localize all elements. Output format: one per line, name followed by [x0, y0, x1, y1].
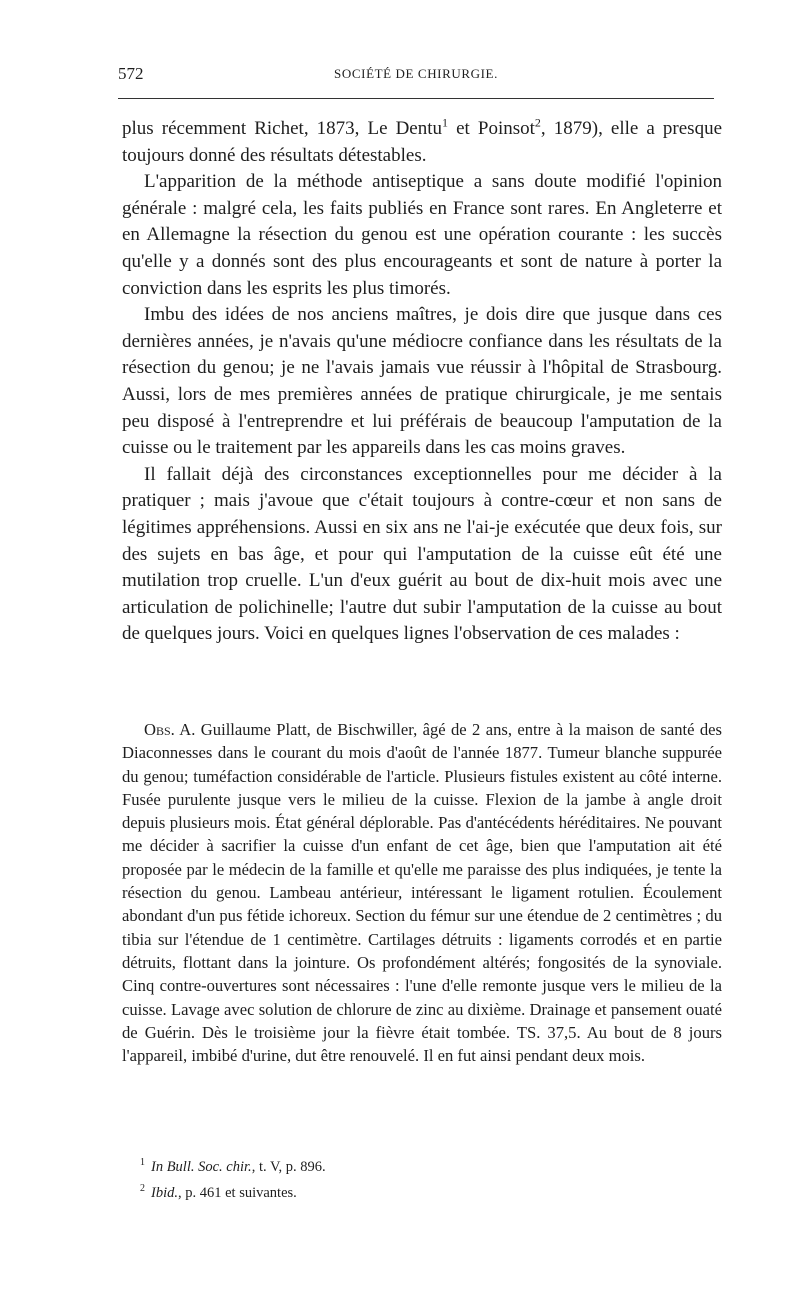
paragraph-3: Imbu des idées de nos anciens maîtres, je dois dire que jusque dans ces dernières années, je n'avais qu'une médiocre confiance dans les résultats de la résection du genou; je ne l'avais jamais vue réussir à l'hôpital de Strasbourg. Aussi, lors de mes premières années de pratique chirurgicale, je me sentais peu disposé à l'entreprendre et lui préférais de beaucoup l'amputation de la cuisse ou le traitement par les appareils dans les cas moins graves. [122, 304, 722, 459]
header-rule [118, 98, 714, 99]
paragraph-1-text-b: et Poinsot [448, 118, 535, 139]
paragraph-4: Il fallait déjà des circonstances exceptionnelles pour me décider à la pratiquer ; mais j'avoue que c'était toujours à contre-cœur et non sans de légitimes appréhensions. Aussi en six ans ne l'ai-je exécutée que deux fois, sur des sujets en bas âge, et pour qui l'amputation de la cuisse eût été une mutilation trop cruelle. L'un d'eux guérit au bout de dix-huit mois avec une articulation de polichinelle; l'autre dut subir l'amputation de la cuisse au bout de quelques jours. Voici en quelques lignes l'observation de ces malades : [122, 463, 722, 645]
paragraph-1-text-c: , 1879), elle a presque toujours donné des résultats détestables. [122, 118, 723, 166]
footnotes [140, 1152, 720, 1204]
footnote-ref-1: 1 [442, 115, 449, 130]
footnote-1 [140, 1152, 720, 1178]
footnote-1-mark: 1 [140, 1157, 145, 1168]
running-head: SOCIÉTÉ DE CHIRURGIE. [334, 66, 498, 81]
observation-paragraph [122, 718, 722, 1067]
paragraph-1-text-a: plus récemment Richet, 1873, Le Dentu [122, 118, 443, 139]
footnote-1-source: In Bull. Soc. chir. [151, 1158, 252, 1175]
observation-label: Obs. A. [144, 720, 196, 739]
observation-text: Guillaume Platt, de Bischwiller, âgé de 2 ans, entre à la maison de santé des Diaconnesses dans le courant du mois d'août de l'année 1877. Tumeur blanche suppurée du genou; tuméfaction considérable de l'article. Plusieurs fistules existent au côté interne. Fusée purulente jusque vers le milieu de la cuisse. Flexion de la jambe à angle droit depuis plusieurs mois. État général déplorable. Pas d'antécédents héréditaires. Ne pouvant me décider à sacrifier la cuisse d'un enfant de cet âge, bien que l'amputation ait été proposée par le médecin de la famille et qu'elle me paraisse des plus indiquées, je tente la résection du genou. Lambeau antérieur, intéressant le ligament rotulien. Écoulement abondant d'un pus fétide ichoreux. Section du fémur sur une étendue de 2 centimètres ; du tibia sur l'étendue de 1 centimètre. Cartilages détruits : ligaments corrodés et en partie détruits, flottant dans la jointure. Os profondément altérés; fongosités de la synoviale. Cinq contre-ouvertures sont nécessaires : l'une d'elle remonte jusque vers le milieu de la cuisse. Lavage avec solution de chlorure de zinc au dixième. Drainage et pansement ouaté de Guérin. Dès le troisième jour la fièvre était tombée. TS. 37,5. Au bout de 8 jours l'appareil, imbibé d'urine, dut être renouvelé. Il en fut ainsi pendant deux mois. [122, 720, 722, 1066]
footnote-2-rest: , p. 461 et suivantes. [177, 1184, 297, 1201]
footnote-ref-2: 2 [534, 115, 541, 130]
page-header [118, 64, 714, 88]
footnote-2-mark: 2 [140, 1182, 145, 1194]
page-number: 572 [118, 64, 144, 83]
footnote-2-source: Ibid. [151, 1184, 178, 1201]
footnote-1-rest: , t. V, p. 896. [251, 1158, 326, 1175]
observation-block [122, 718, 722, 1067]
main-text [122, 116, 722, 648]
paragraph-2: L'apparition de la méthode antiseptique a sans doute modifié l'opinion générale : malgré cela, les faits publiés en France sont rares. En Angleterre et en Allemagne la résection du genou est une opération courante : les succès qu'elle y a donnés sont des plus encourageants et sont de nature à porter la conviction dans les esprits les plus timorés. [122, 171, 722, 299]
paragraph-1 [122, 116, 722, 169]
footnote-2 [140, 1178, 720, 1204]
